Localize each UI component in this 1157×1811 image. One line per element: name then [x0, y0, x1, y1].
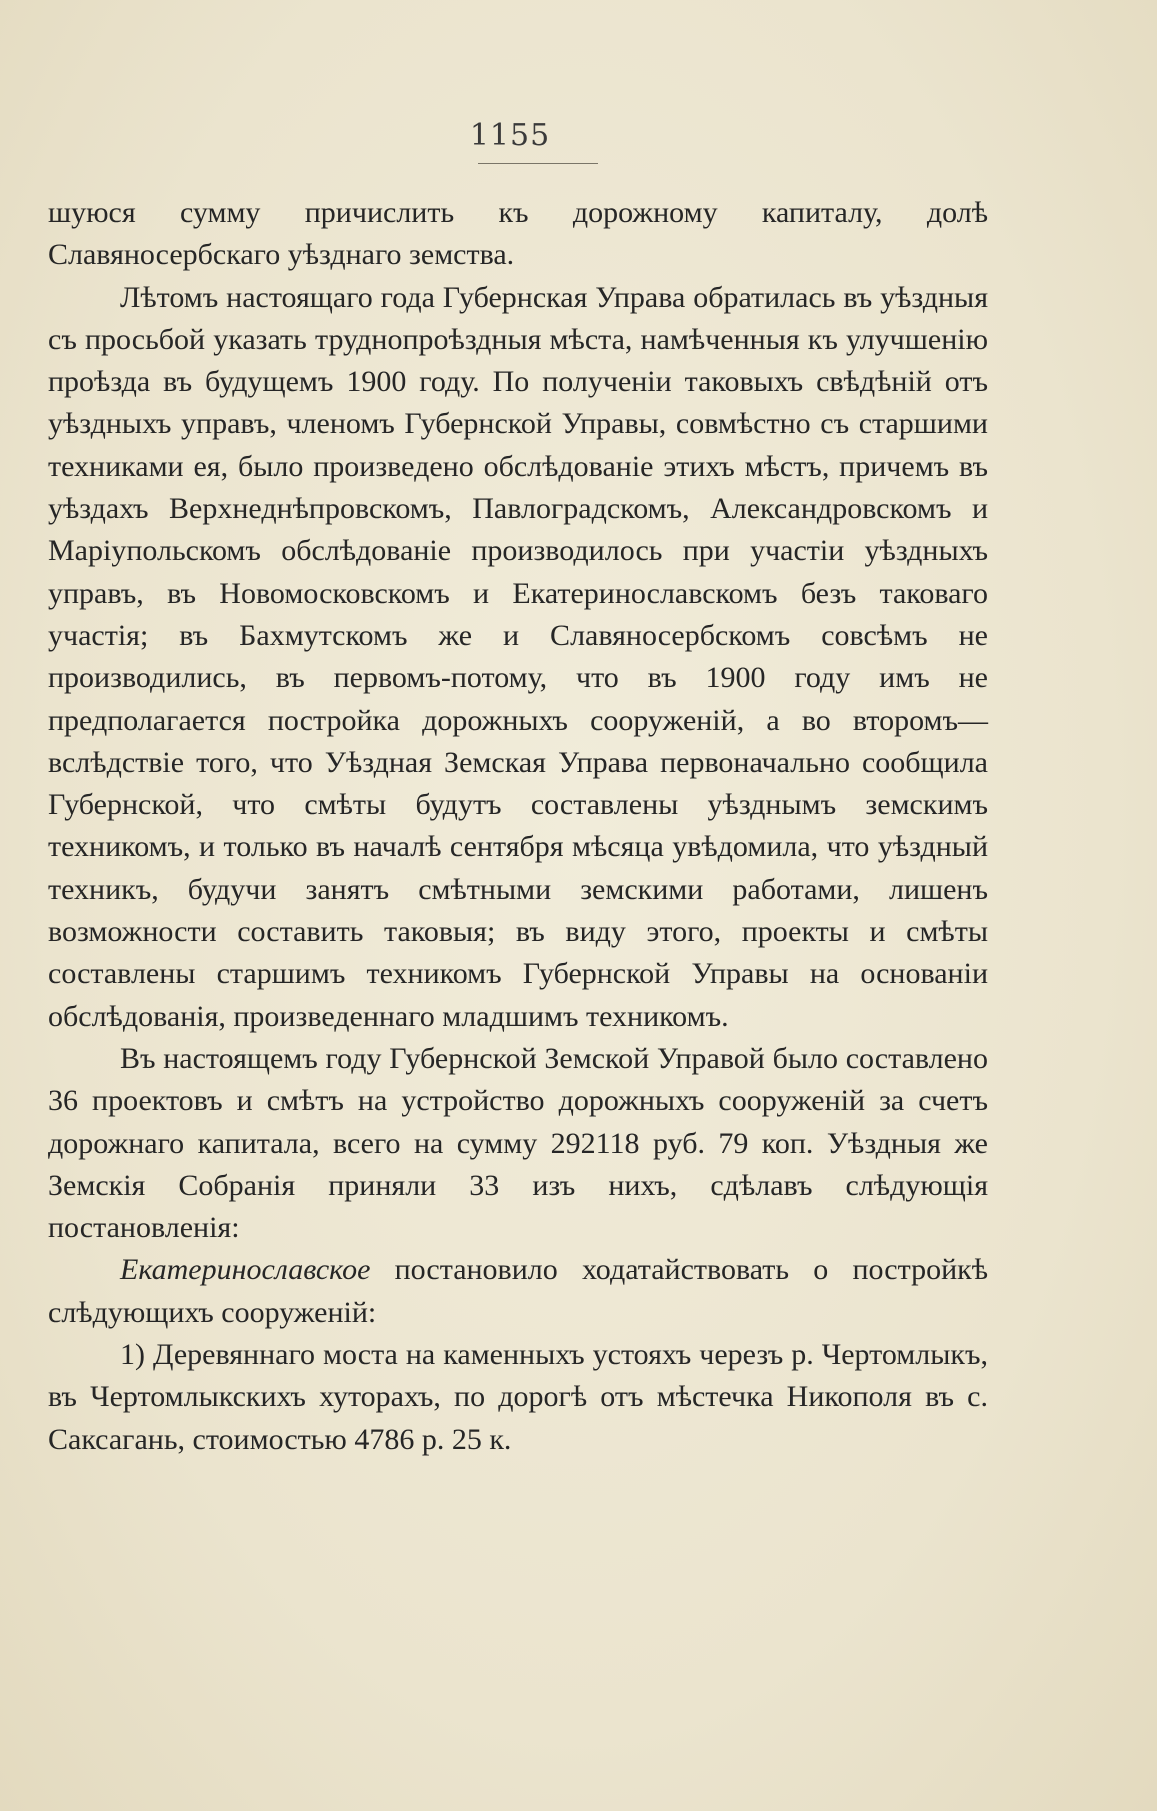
- paragraph: [48, 1249, 988, 1334]
- page-number: 1155: [469, 118, 551, 153]
- paragraph: шуюся сумму причислить къ дорожному капиталу, долѣ Славяносербскаго уѣзднаго земства.: [48, 196, 988, 272]
- paragraph: Лѣтомъ настоящаго года Губернская Управа обратилась въ уѣздныя съ просьбой указать труднопроѣздныя мѣста, намѣченныя къ улучшенію проѣзда въ будущемъ 1900 году. По полученіи таковыхъ свѣдѣній отъ уѣздныхъ управъ, членомъ Губернской Управы, совмѣстно съ старшими техниками ея, было произведено обслѣдованіе этихъ мѣстъ, причемъ въ уѣздахъ Верхнеднѣпровскомъ, Павлоградскомъ, Александровскомъ и Маріупольскомъ обслѣдованіе производилось при участіи уѣздныхъ управъ, въ Новомосковскомъ и Екатеринославскомъ безъ таковаго участія; въ Бахмутскомъ же и Славяносербскомъ совсѣмъ не производились, въ первомъ-потому, что въ 1900 году имъ не предполагается постройка дорожныхъ сооруженій, а во второмъ—вслѣдствіе того, что Уѣздная Земская Управа первоначально сообщила Губернской, что смѣты будутъ составлены уѣзднымъ земскимъ техникомъ, и только въ началѣ сентября мѣсяца увѣдомила, что уѣздный техникъ, будучи занятъ смѣтными земскими работами, лишенъ возможности составить таковыя; въ виду этого, проекты и смѣты составлены старшимъ техникомъ Губернской Управы на основаніи обслѣдованія, произведеннаго младшимъ техникомъ.: [48, 280, 988, 1033]
- paragraph-text: постановило ходатайствовать о постройкѣ слѣдующихъ сооруженій:: [48, 1253, 988, 1329]
- page-number-rule: [478, 163, 598, 164]
- paragraph: 1) Деревяннаго моста на каменныхъ устояхъ черезъ р. Чертомлыкъ, въ Чертомлыкскихъ хуторахъ, по дорогѣ отъ мѣстечка Никополя въ с. Саксагань, стоимостью 4786 р. 25 к.: [48, 1338, 988, 1456]
- italic-lead: Екатеринославское: [120, 1253, 371, 1287]
- paragraph: Въ настоящемъ году Губернской Земской Управой было составлено 36 проектовъ и смѣтъ на устройство дорожныхъ сооруженій за счетъ дорожнаго капитала, всего на сумму 292118 руб. 79 коп. Уѣздныя же Земскія Собранія приняли 33 изъ нихъ, сдѣлавъ слѣдующія постановленія:: [48, 1041, 988, 1245]
- body-text: [48, 192, 988, 1461]
